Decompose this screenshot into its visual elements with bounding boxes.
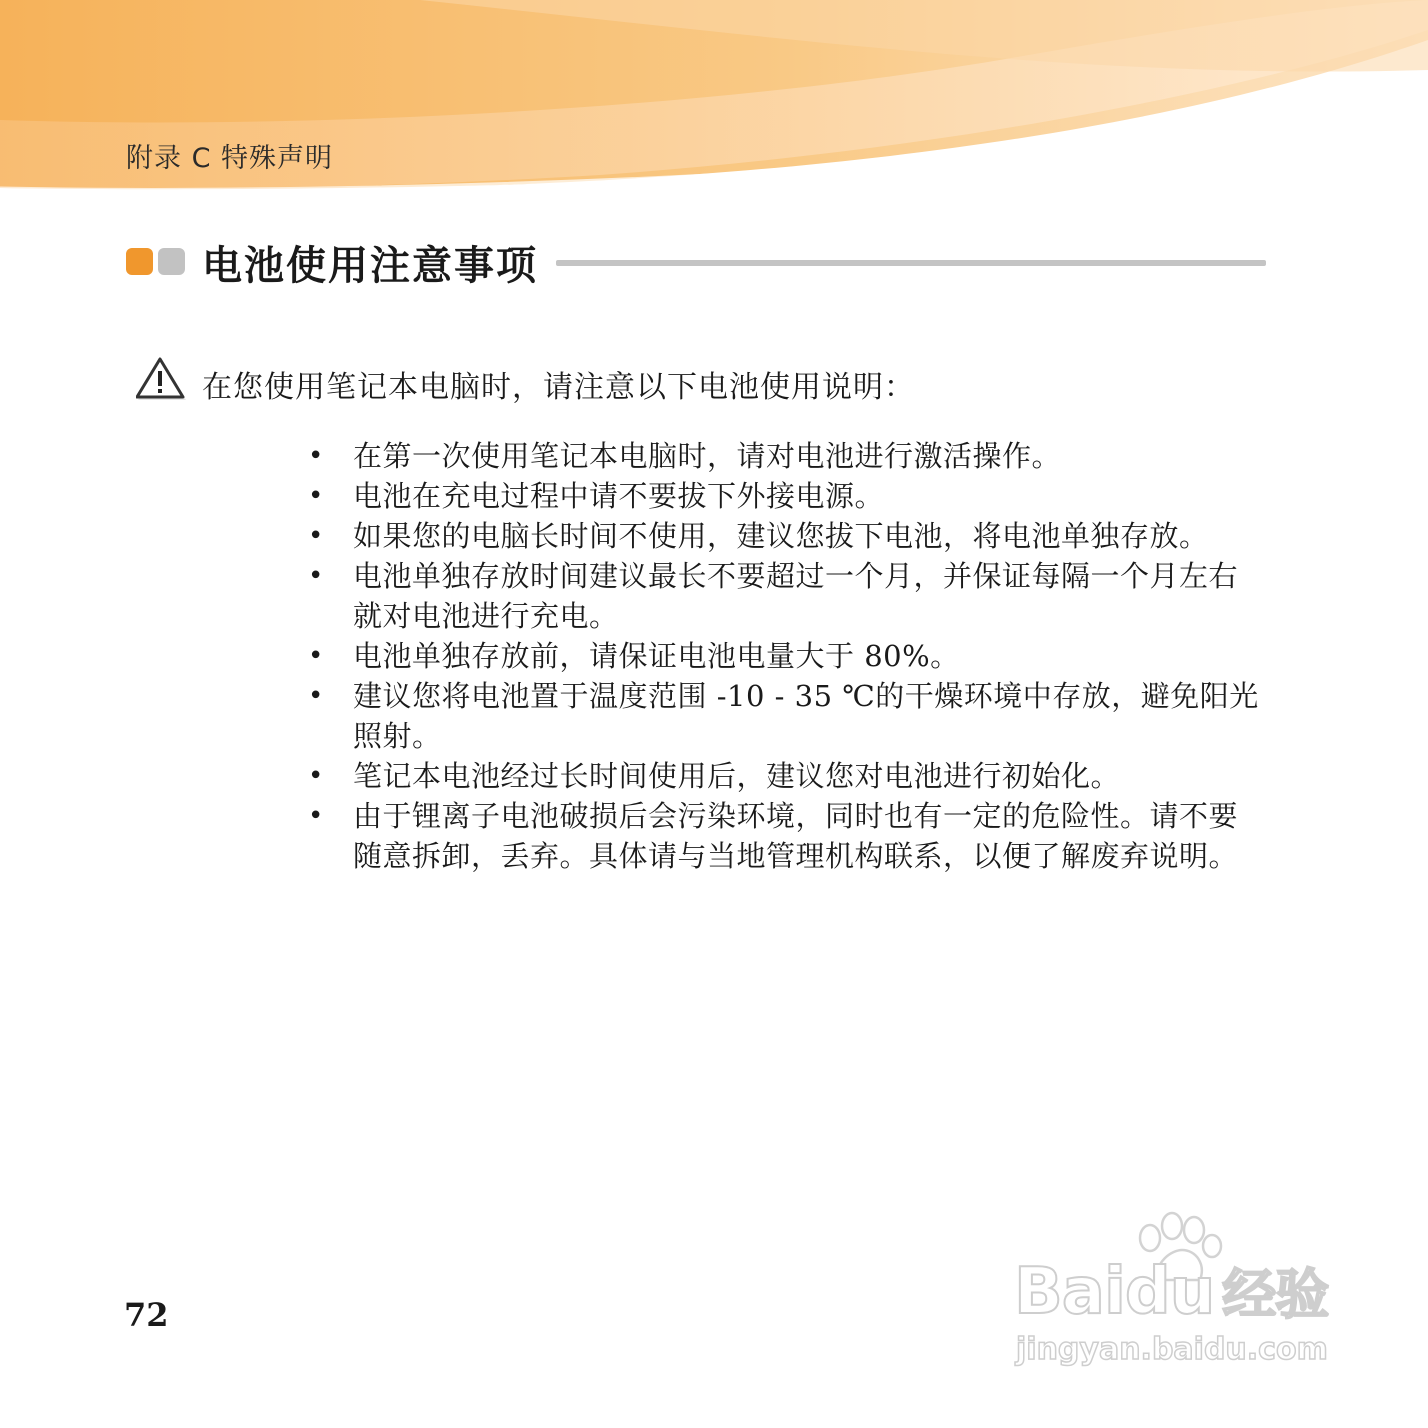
- list-item-text: 由于锂离子电池破损后会污染环境，同时也有一定的危险性。请不要随意拆卸，丢弃。具体请与当地管理机构联系，以便了解废弃说明。: [353, 799, 1239, 873]
- orange-square-icon: [126, 248, 153, 275]
- bullet-icon: •: [308, 441, 324, 471]
- bullet-icon: •: [308, 681, 324, 711]
- list-item-text: 在第一次使用笔记本电脑时，请对电池进行激活操作。: [353, 439, 1062, 473]
- section-title: 电池使用注意事项: [202, 243, 538, 289]
- bullet-icon: •: [308, 641, 324, 671]
- watermark-brand: [1014, 1252, 1328, 1329]
- bullet-icon: •: [308, 761, 324, 791]
- list-item-text: 建议您将电池置于温度范围 -10 - 35 ℃的干燥环境中存放，避免阳光照射。: [353, 679, 1259, 753]
- list-item: [300, 516, 1260, 556]
- bullet-icon: •: [308, 801, 324, 831]
- list-item-text: 电池在充电过程中请不要拔下外接电源。: [353, 479, 885, 513]
- chapter-label: 附录 C 特殊声明: [126, 143, 334, 174]
- bullet-icon: •: [308, 561, 324, 591]
- page-number: 72: [124, 1296, 169, 1334]
- list-item: [300, 476, 1260, 516]
- list-item-text: 电池单独存放时间建议最长不要超过一个月，并保证每隔一个月左右就对电池进行充电。: [353, 559, 1239, 633]
- list-item-text: 电池单独存放前，请保证电池电量大于 80%。: [353, 639, 960, 673]
- warning-icon: [136, 356, 192, 404]
- list-item: [300, 796, 1260, 876]
- bullet-icon: •: [308, 521, 324, 551]
- list-item: [300, 556, 1260, 636]
- battery-tips-list: [300, 436, 1260, 876]
- section-heading: [126, 232, 1266, 292]
- list-item: [300, 676, 1260, 756]
- watermark-brand-en: Baidu: [1014, 1255, 1215, 1329]
- watermark-url: jingyan.baidu.com: [1016, 1332, 1328, 1367]
- list-item-text: 笔记本电池经过长时间使用后，建议您对电池进行初始化。: [353, 759, 1121, 793]
- list-item: [300, 436, 1260, 476]
- list-item: [300, 756, 1260, 796]
- watermark-brand-cn: 经验: [1222, 1263, 1329, 1326]
- list-item: [300, 636, 1260, 676]
- title-divider: [556, 260, 1266, 266]
- bullet-icon: •: [308, 481, 324, 511]
- notice-text: 在您使用笔记本电脑时，请注意以下电池使用说明：: [202, 370, 915, 405]
- list-item-text: 如果您的电脑长时间不使用，建议您拔下电池，将电池单独存放。: [353, 519, 1209, 553]
- baidu-jingyan-watermark: [1008, 1208, 1348, 1378]
- grey-square-icon: [158, 248, 185, 275]
